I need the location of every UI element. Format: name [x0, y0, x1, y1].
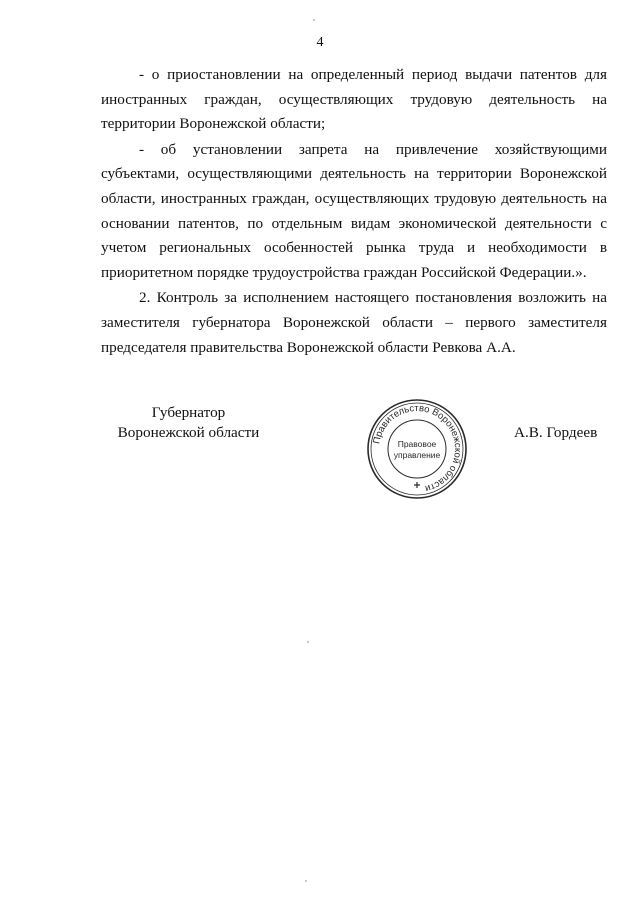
stamp-center-line-2: управление	[393, 450, 441, 460]
signatory-title	[101, 403, 276, 443]
scan-speck	[313, 19, 315, 21]
scan-speck	[305, 880, 307, 882]
stamp-center-line-1: Правовое	[397, 439, 437, 449]
stamp-ring-text: Правительство Воронежской области	[371, 402, 464, 495]
paragraph-control-clause: 2. Контроль за исполнением настоящего постановления возложить на заместителя губернатора Воронежской области – первого заместителя председателя правительства Воронежской области Ревкова А.А.	[101, 289, 607, 356]
document-body	[101, 63, 607, 360]
signatory-title-line-1: Губернатор	[151, 404, 226, 421]
scan-speck	[307, 641, 309, 643]
signatory-title-line-2: Воронежской области	[117, 424, 260, 441]
page-number: 4	[316, 35, 324, 50]
paragraph-patent-suspension: - о приостановлении на определенный период выдачи патентов для иностранных граждан, осуществляющих трудовую деятельность на территории Воронежской области;	[101, 66, 607, 133]
official-stamp	[365, 397, 469, 501]
signatory-name: А.В. Гордеев	[514, 424, 598, 441]
paragraph-employment-ban: - об установлении запрета на привлечение хозяйствующими субъектами, осуществляющими деятельность на территории Воронежской области, иностранных граждан, осуществляющих трудовую деятельность на основании патентов, по отдельным видам экономической деятельности с учетом региональных особенностей рынка труда и необходимости в приоритетном порядке трудоустройства граждан Российской Федерации.».	[101, 140, 607, 281]
stamp-seal-icon	[365, 397, 469, 501]
